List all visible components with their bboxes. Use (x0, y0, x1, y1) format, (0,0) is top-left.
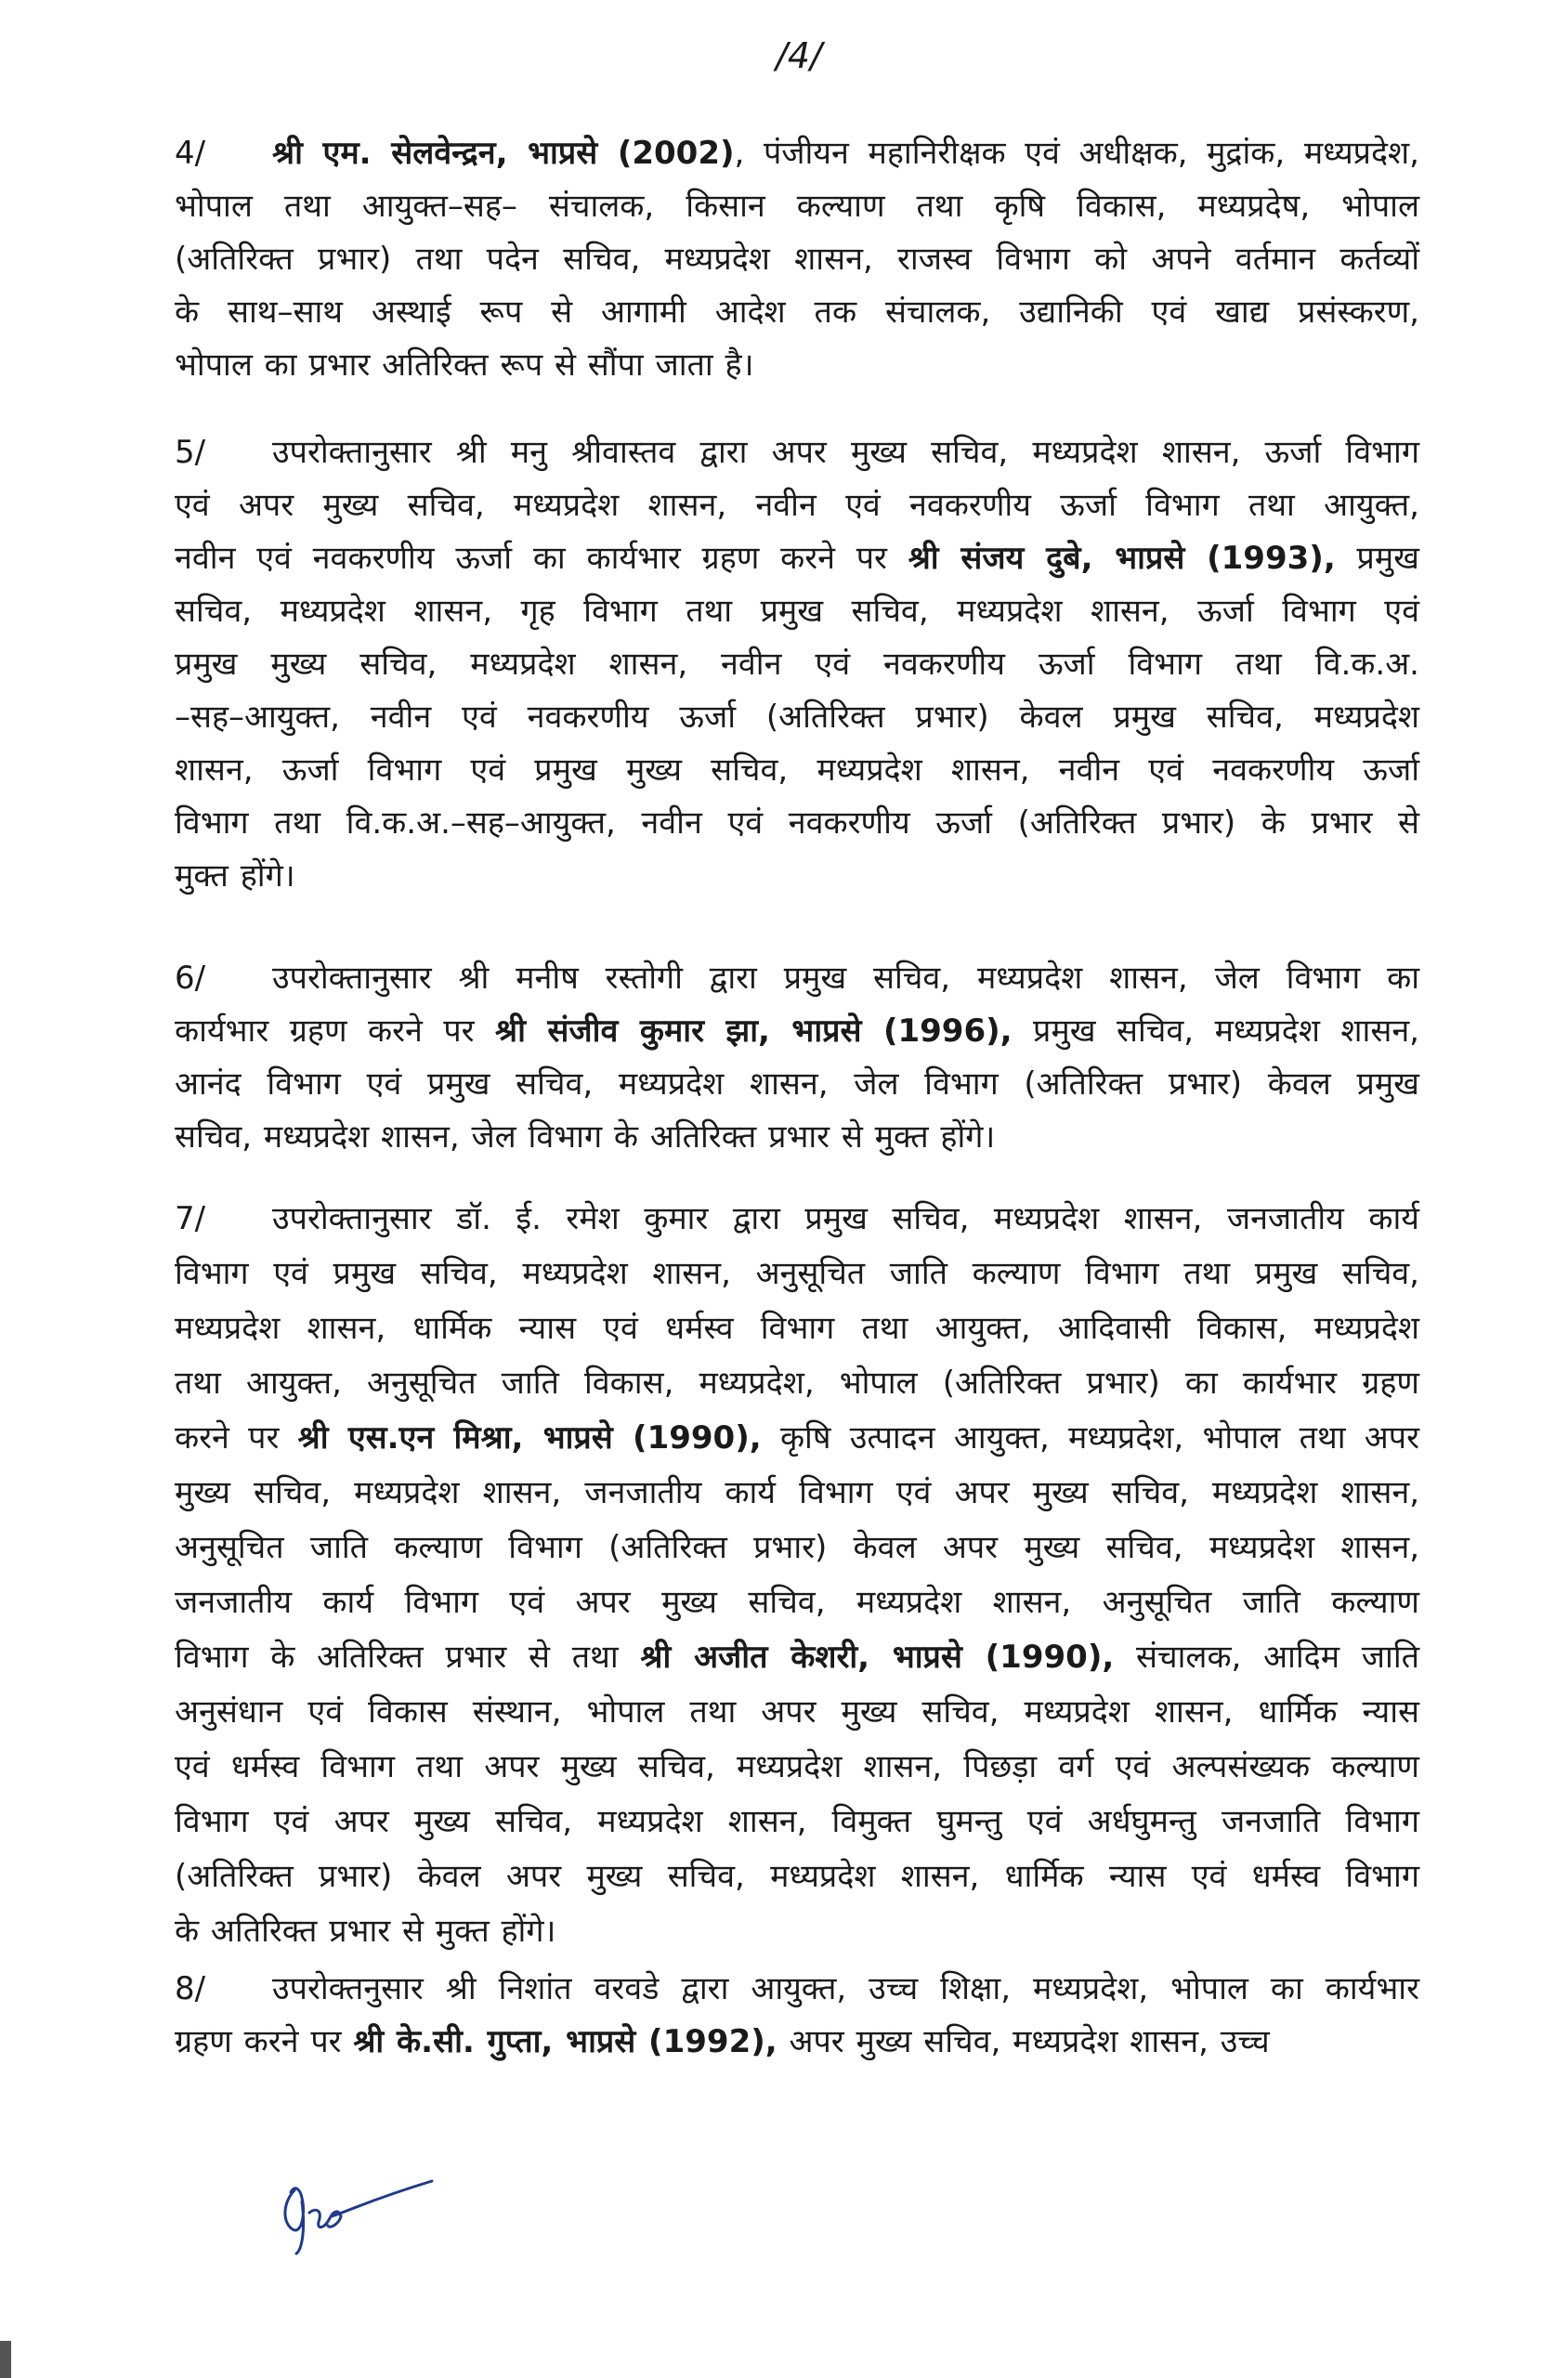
text-segment: (अतिरिक्त प्रभार) तथा पदेन सचिव, मध्यप्रदेश शासन, राजस्व विभाग को अपने वर्तमान कर्तव्यों (175, 241, 1419, 278)
paragraph-number: 8/ (175, 1970, 206, 2007)
text-segment: कृषि उत्पादन आयुक्त, मध्यप्रदेश, भोपाल तथा अपर (761, 1419, 1419, 1457)
text-segment: जनजातीय कार्य विभाग एवं अपर मुख्य सचिव, मध्यप्रदेश शासन, अनुसूचित जाति कल्याण (175, 1584, 1419, 1621)
officer-name: श्री के.सी. गुप्ता, भाप्रसे (1992), (353, 2023, 777, 2060)
paragraph-number: 6/ (175, 960, 206, 997)
text-segment: अनुसंधान एवं विकास संस्थान, भोपाल तथा अपर मुख्य सचिव, मध्यप्रदेश शासन, धार्मिक न्यास (175, 1693, 1419, 1731)
text-line (175, 1058, 1419, 1111)
paragraph-6 (175, 952, 1419, 1164)
text-segment: अनुसूचित जाति कल्याण विभाग (अतिरिक्त प्रभार) केवल अपर मुख्य सचिव, मध्यप्रदेश शासन, (175, 1529, 1419, 1566)
text-segment: , पंजीयन महानिरीक्षक एवं अधीक्षक, मुद्रांक, मध्यप्रदेश, (734, 135, 1419, 172)
text-segment: भोपाल का प्रभार अतिरिक्त रूप से सौंपा जाता है। (175, 346, 754, 384)
text-segment: प्रमुख सचिव, मध्यप्रदेश शासन, (1012, 1013, 1419, 1050)
text-line (175, 1247, 1419, 1301)
text-line (175, 1849, 1419, 1904)
page-number: /4/ (776, 35, 822, 76)
text-segment: मुख्य सचिव, मध्यप्रदेश शासन, जनजातीय कार्य विभाग एवं अपर मुख्य सचिव, मध्यप्रदेश शासन, (175, 1474, 1419, 1511)
text-line (175, 233, 1419, 286)
text-segment: उपरोक्तानुसार डॉ. ई. रमेश कुमार द्वारा प्रमुख सचिव, मध्यप्रदेश शासन, जनजातीय कार्य (272, 1200, 1419, 1237)
text-segment: के अतिरिक्त प्रभार से मुक्त होंगे। (175, 1913, 556, 1950)
text-line (175, 1685, 1419, 1740)
text-segment: भोपाल तथा आयुक्त–सह– संचालक, किसान कल्याण तथा कृषि विकास, मध्यप्रदेष, भोपाल (175, 188, 1419, 225)
text-line (175, 479, 1419, 532)
text-segment: नवीन एवं नवकरणीय ऊर्जा का कार्यभार ग्रहण करने पर (175, 540, 908, 577)
text-line (175, 1411, 1419, 1466)
text-line (175, 1630, 1419, 1685)
officer-name: श्री संजीव कुमार झा, भाप्रसे (1996), (495, 1013, 1013, 1050)
text-line (175, 952, 1419, 1005)
text-line (175, 1963, 1419, 2016)
text-segment: करने पर (175, 1419, 298, 1457)
paragraph-4 (175, 127, 1419, 392)
text-segment: प्रमुख मुख्य सचिव, मध्यप्रदेश शासन, नवीन एवं नवकरणीय ऊर्जा विभाग तथा वि.क.अ. (175, 646, 1419, 683)
paragraph-8 (175, 1963, 1419, 2069)
text-segment: कार्यभार ग्रहण करने पर (175, 1013, 496, 1050)
text-segment: आनंद विभाग एवं प्रमुख सचिव, मध्यप्रदेश शासन, जेल विभाग (अतिरिक्त प्रभार) केवल प्रमुख (175, 1065, 1419, 1103)
text-segment: मुक्त होंगे। (175, 857, 295, 895)
paragraph-number: 4/ (175, 135, 206, 172)
text-line (175, 339, 1419, 392)
text-line (175, 1904, 1419, 1959)
text-line (175, 532, 1419, 585)
officer-name: श्री अजीत केशरी, भाप्रसे (1990), (640, 1639, 1115, 1676)
scan-edge-shadow (0, 2341, 11, 2378)
text-line (175, 1466, 1419, 1521)
text-segment: (अतिरिक्त प्रभार) केवल अपर मुख्य सचिव, मध्यप्रदेश शासन, धार्मिक न्यास एवं धर्मस्व विभाग (175, 1858, 1419, 1895)
officer-name: श्री संजय दुबे, भाप्रसे (1993), (908, 540, 1336, 577)
text-segment: एवं धर्मस्व विभाग तथा अपर मुख्य सचिव, मध्यप्रदेश शासन, पिछड़ा वर्ग एवं अल्पसंख्यक कल्याण (175, 1748, 1419, 1785)
text-line (175, 2016, 1419, 2069)
text-segment: विभाग के अतिरिक्त प्रभार से तथा (175, 1639, 641, 1676)
text-line (175, 850, 1419, 903)
text-segment: संचालक, आदिम जाति (1114, 1639, 1419, 1676)
text-segment: मध्यप्रदेश शासन, धार्मिक न्यास एवं धर्मस्व विभाग तथा आयुक्त, आदिवासी विकास, मध्यप्रदेश (175, 1310, 1419, 1347)
text-line (175, 638, 1419, 691)
text-segment: के साथ–साथ अस्थाई रूप से आगामी आदेश तक संचालक, उद्यानिकी एवं खाद्य प्रसंस्करण, (175, 294, 1419, 331)
text-line (175, 1192, 1419, 1247)
text-line (175, 1795, 1419, 1849)
text-segment: –सह–आयुक्त, नवीन एवं नवकरणीय ऊर्जा (अतिरिक्त प्रभार) केवल प्रमुख सचिव, मध्यप्रदेश (175, 699, 1419, 736)
text-line (175, 1575, 1419, 1630)
text-segment: सचिव, मध्यप्रदेश शासन, गृह विभाग तथा प्रमुख सचिव, मध्यप्रदेश शासन, ऊर्जा विभाग एवं (175, 593, 1419, 630)
text-segment: उपरोक्तानुसार श्री मनु श्रीवास्तव द्वारा अपर मुख्य सचिव, मध्यप्रदेश शासन, ऊर्जा विभाग (272, 434, 1419, 471)
text-segment: उपरोक्तानुसार श्री मनीष रस्तोगी द्वारा प्रमुख सचिव, मध्यप्रदेश शासन, जेल विभाग का (272, 960, 1419, 997)
text-line (175, 1356, 1419, 1411)
text-line (175, 585, 1419, 638)
text-line (175, 691, 1419, 744)
text-segment: अपर मुख्य सचिव, मध्यप्रदेश शासन, उच्च (777, 2023, 1270, 2060)
text-segment: प्रमुख (1335, 540, 1419, 577)
text-segment: विभाग एवं प्रमुख सचिव, मध्यप्रदेश शासन, अनुसूचित जाति कल्याण विभाग तथा प्रमुख सचिव, (175, 1255, 1419, 1292)
text-segment: विभाग एवं अपर मुख्य सचिव, मध्यप्रदेश शासन, विमुक्त घुमन्तु एवं अर्धघुमन्तु जनजाति विभाग (175, 1803, 1419, 1840)
text-line (175, 744, 1419, 797)
text-segment: उपरोक्तनुसार श्री निशांत वरवडे द्वारा आयुक्त, उच्च शिक्षा, मध्यप्रदेश, भोपाल का कार्यभार (272, 1970, 1419, 2007)
officer-name: श्री एम. सेलवेन्द्रन, भाप्रसे (2002) (272, 135, 735, 172)
text-segment: विभाग तथा वि.क.अ.–सह–आयुक्त, नवीन एवं नवकरणीय ऊर्जा (अतिरिक्त प्रभार) के प्रभार से (175, 804, 1419, 842)
text-line (175, 797, 1419, 850)
text-line (175, 180, 1419, 233)
paragraph-number: 7/ (175, 1200, 206, 1237)
text-segment: ग्रहण करने पर (175, 2023, 354, 2060)
text-segment: शासन, ऊर्जा विभाग एवं प्रमुख मुख्य सचिव, मध्यप्रदेश शासन, नवीन एवं नवकरणीय ऊर्जा (175, 751, 1419, 789)
paragraph-number: 5/ (175, 434, 206, 471)
text-segment: सचिव, मध्यप्रदेश शासन, जेल विभाग के अतिरिक्त प्रभार से मुक्त होंगे। (175, 1118, 996, 1156)
text-segment: एवं अपर मुख्य सचिव, मध्यप्रदेश शासन, नवीन एवं नवकरणीय ऊर्जा विभाग तथा आयुक्त, (175, 487, 1419, 524)
text-line (175, 1301, 1419, 1356)
paragraph-7 (175, 1192, 1419, 1959)
text-segment: तथा आयुक्त, अनुसूचित जाति विकास, मध्यप्रदेश, भोपाल (अतिरिक्त प्रभार) का कार्यभार ग्रहण (175, 1365, 1419, 1402)
text-line (175, 127, 1419, 180)
signature (274, 2164, 460, 2257)
paragraph-5 (175, 426, 1419, 903)
text-line (175, 426, 1419, 479)
officer-name: श्री एस.एन मिश्रा, भाप्रसे (1990), (297, 1419, 762, 1457)
text-line (175, 1740, 1419, 1795)
text-line (175, 1521, 1419, 1575)
text-line (175, 286, 1419, 339)
text-line (175, 1005, 1419, 1058)
text-line (175, 1111, 1419, 1164)
